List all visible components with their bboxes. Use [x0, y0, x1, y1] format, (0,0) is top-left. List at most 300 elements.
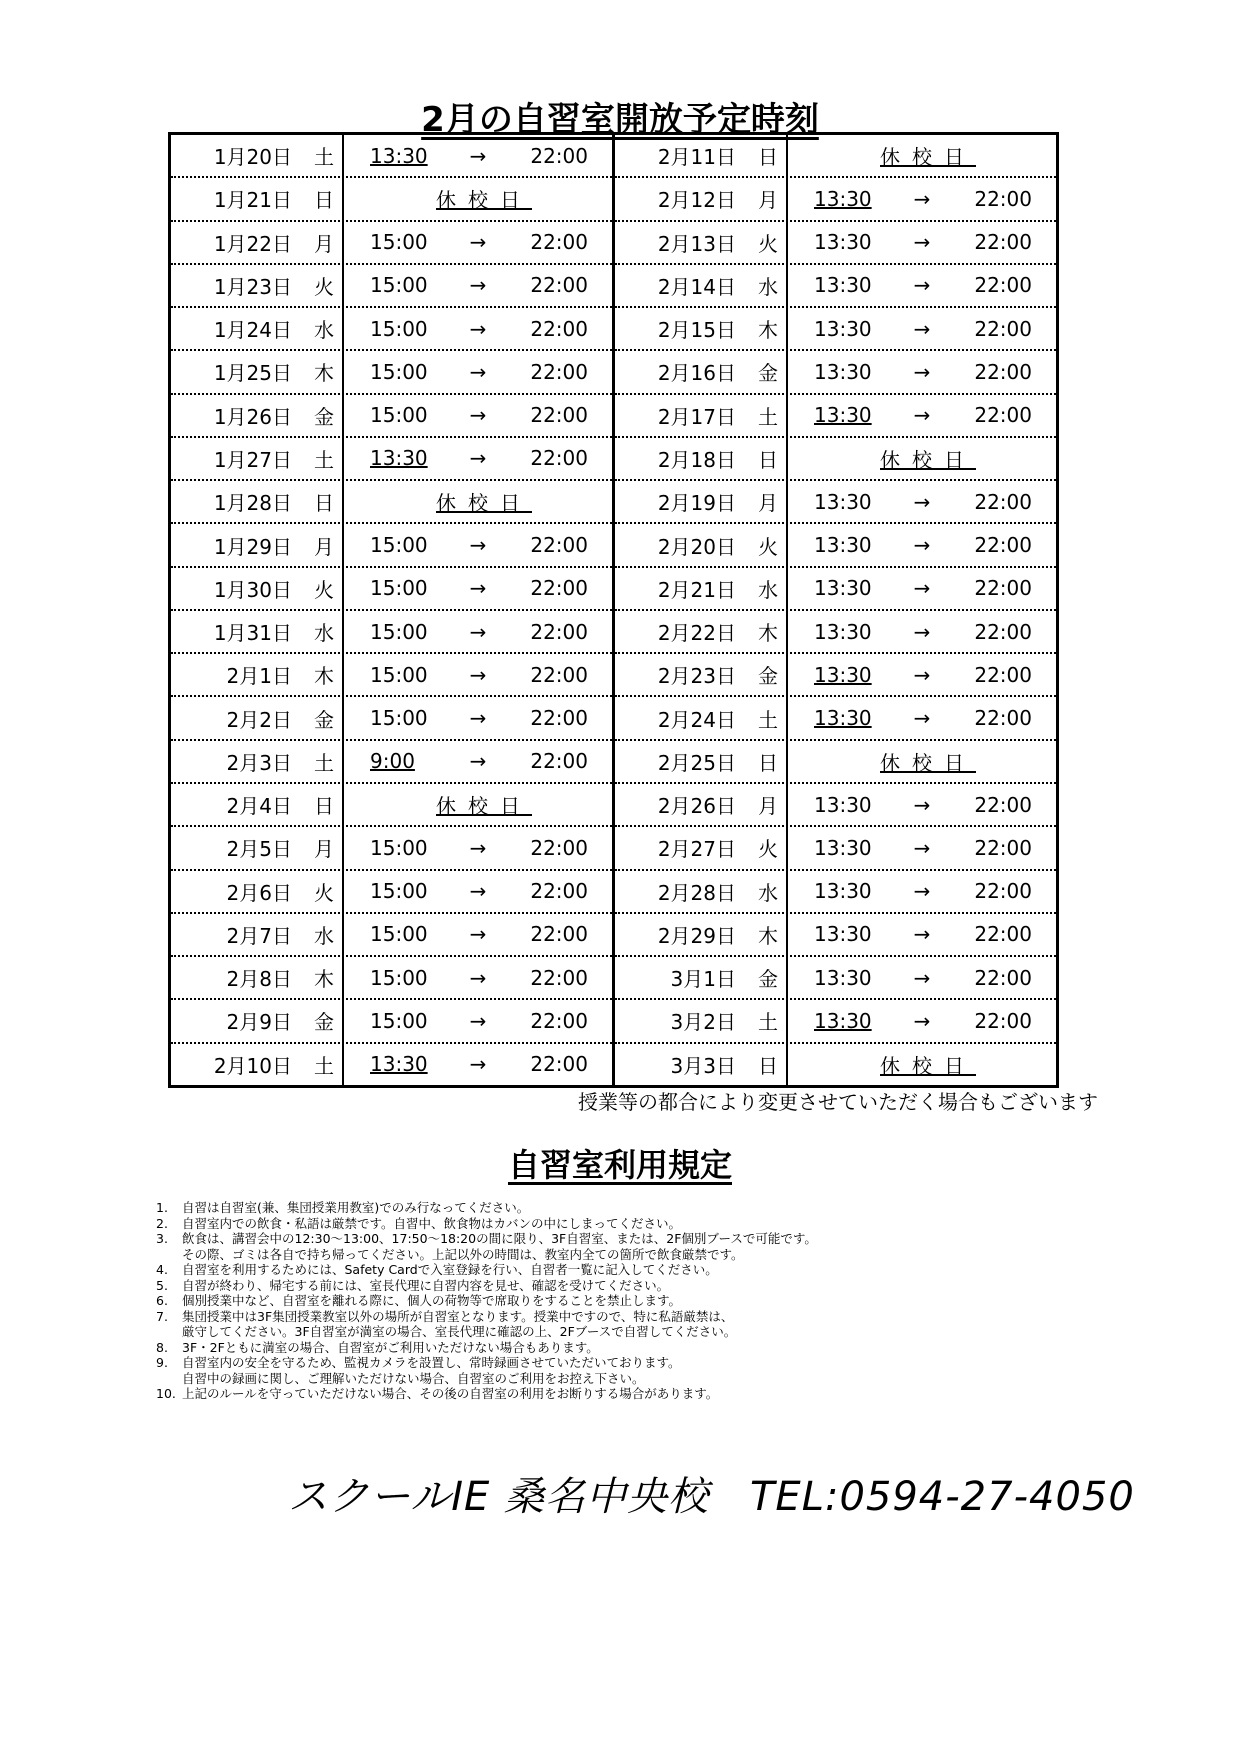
time-cell — [788, 438, 1056, 479]
date-cell — [615, 871, 788, 912]
date: 2月19日 — [657, 491, 736, 516]
start-time: 15:00 — [370, 576, 428, 601]
weekday: 木 — [314, 664, 334, 689]
arrow-icon: → — [469, 576, 487, 601]
date: 2月2日 — [226, 707, 292, 732]
time-cell — [344, 568, 612, 609]
date-cell — [615, 914, 788, 955]
date-cell — [171, 308, 344, 349]
date-cell — [615, 1044, 788, 1085]
end-time: 22:00 — [530, 706, 588, 731]
date: 1月28日 — [213, 491, 292, 516]
weekday: 金 — [314, 1010, 334, 1035]
start-time: 15:00 — [370, 1008, 428, 1033]
start-time: 13:30 — [814, 186, 872, 211]
rule-number: 2. — [156, 1215, 168, 1231]
end-time: 22:00 — [974, 922, 1032, 947]
start-time: 15:00 — [370, 273, 428, 298]
time-cell — [344, 871, 612, 912]
time-cell — [788, 395, 1056, 436]
weekday: 日 — [314, 794, 334, 819]
start-time: 13:30 — [814, 965, 872, 990]
schedule-row — [615, 438, 1056, 481]
rule-text: 個別授業中など、自習室を離れる際に、個人の荷物等で席取りをすることを禁止します。 — [182, 1293, 682, 1308]
schedule-row — [171, 135, 612, 178]
time-cell — [788, 611, 1056, 652]
date: 2月10日 — [213, 1053, 292, 1078]
end-time: 22:00 — [974, 792, 1032, 817]
time-cell — [344, 524, 612, 565]
date-cell — [171, 741, 344, 782]
arrow-icon: → — [469, 619, 487, 644]
weekday: 水 — [314, 621, 334, 646]
rule-number: 9. — [156, 1355, 168, 1370]
rule-item — [156, 1231, 1156, 1247]
schedule-row — [615, 1044, 1056, 1085]
date: 2月15日 — [657, 318, 736, 343]
time-cell — [344, 481, 612, 522]
page-title: 2月の自習室開放予定時刻 — [421, 100, 819, 140]
rule-number: 8. — [156, 1339, 168, 1355]
weekday: 土 — [758, 1010, 778, 1035]
schedule-row — [171, 351, 612, 394]
rule-number: 7. — [156, 1308, 168, 1324]
arrow-icon: → — [913, 835, 931, 860]
end-time: 22:00 — [974, 879, 1032, 904]
schedule-row — [171, 178, 612, 221]
schedule-row — [171, 827, 612, 870]
weekday: 金 — [758, 967, 778, 992]
arrow-icon: → — [469, 1052, 487, 1077]
arrow-icon: → — [469, 359, 487, 384]
date-cell — [171, 524, 344, 565]
arrow-icon: → — [913, 359, 931, 384]
schedule-row — [171, 1000, 612, 1043]
date: 2月20日 — [657, 534, 736, 559]
end-time: 22:00 — [974, 619, 1032, 644]
arrow-icon: → — [469, 662, 487, 687]
arrow-icon: → — [913, 316, 931, 341]
date: 1月27日 — [213, 447, 292, 472]
start-time: 15:00 — [370, 619, 428, 644]
time-cell — [788, 871, 1056, 912]
start-time: 15:00 — [370, 403, 428, 428]
start-time: 15:00 — [370, 359, 428, 384]
weekday: 金 — [314, 707, 334, 732]
arrow-icon: → — [469, 835, 487, 860]
closed-label: 休校日 — [880, 447, 976, 472]
date-cell — [171, 914, 344, 955]
weekday: 日 — [758, 1053, 778, 1078]
rule-text: 自習室内での飲食・私語は厳禁です。自習中、飲食物はカバンの中にしまってください。 — [182, 1215, 682, 1231]
time-cell — [344, 308, 612, 349]
time-cell — [344, 135, 612, 176]
time-cell — [344, 827, 612, 868]
weekday: 火 — [758, 837, 778, 862]
end-time: 22:00 — [530, 749, 588, 774]
schedule-row — [171, 784, 612, 827]
weekday: 火 — [314, 274, 334, 299]
schedule-table — [168, 132, 1059, 1088]
end-time: 22:00 — [974, 835, 1032, 860]
rule-item — [156, 1371, 1156, 1387]
arrow-icon: → — [913, 965, 931, 990]
end-time: 22:00 — [530, 446, 588, 471]
date: 1月22日 — [213, 231, 292, 256]
end-time: 22:00 — [974, 316, 1032, 341]
weekday: 水 — [314, 923, 334, 948]
end-time: 22:00 — [974, 230, 1032, 255]
rule-number — [156, 1324, 182, 1340]
date-cell — [615, 697, 788, 738]
date: 2月21日 — [657, 577, 736, 602]
start-time: 15:00 — [370, 965, 428, 990]
arrow-icon: → — [913, 186, 931, 211]
schedule-column-left — [171, 135, 615, 1085]
schedule-row — [171, 265, 612, 308]
time-cell — [344, 1000, 612, 1041]
date: 2月12日 — [657, 188, 736, 213]
arrow-icon: → — [469, 749, 487, 774]
time-cell — [788, 222, 1056, 263]
closed-label: 休校日 — [436, 188, 532, 213]
start-time: 13:30 — [814, 662, 872, 687]
date: 2月27日 — [657, 837, 736, 862]
schedule-row — [615, 957, 1056, 1000]
arrow-icon: → — [469, 922, 487, 947]
end-time: 22:00 — [530, 533, 588, 558]
schedule-row — [615, 395, 1056, 438]
date: 2月9日 — [226, 1010, 292, 1035]
rule-item — [156, 1340, 1156, 1356]
rule-text: 自習中の録画に関し、ご理解いただけない場合、自習室のご利用をお控え下さい。 — [182, 1370, 645, 1386]
time-cell — [788, 265, 1056, 306]
time-cell — [788, 308, 1056, 349]
end-time: 22:00 — [530, 835, 588, 860]
end-time: 22:00 — [974, 403, 1032, 428]
arrow-icon: → — [469, 1008, 487, 1033]
weekday: 木 — [314, 967, 334, 992]
date: 1月26日 — [213, 404, 292, 429]
time-cell — [788, 697, 1056, 738]
start-time: 15:00 — [370, 533, 428, 558]
date-cell — [171, 135, 344, 176]
date-cell — [171, 1044, 344, 1085]
weekday: 土 — [758, 404, 778, 429]
end-time: 22:00 — [530, 879, 588, 904]
start-time: 13:30 — [814, 316, 872, 341]
schedule-row — [171, 308, 612, 351]
schedule-row — [171, 524, 612, 567]
time-cell — [788, 784, 1056, 825]
date: 2月1日 — [226, 664, 292, 689]
date-cell — [615, 222, 788, 263]
date: 2月22日 — [657, 621, 736, 646]
start-time: 15:00 — [370, 706, 428, 731]
end-time: 22:00 — [974, 576, 1032, 601]
schedule-row — [171, 481, 612, 524]
time-cell — [788, 741, 1056, 782]
date: 2月14日 — [657, 274, 736, 299]
start-time: 15:00 — [370, 879, 428, 904]
rules-list — [156, 1200, 1156, 1402]
date: 2月24日 — [657, 707, 736, 732]
rule-item — [156, 1309, 1156, 1325]
date-cell — [171, 265, 344, 306]
arrow-icon: → — [913, 792, 931, 817]
arrow-icon: → — [913, 922, 931, 947]
arrow-icon: → — [913, 273, 931, 298]
weekday: 月 — [758, 794, 778, 819]
date: 2月28日 — [657, 880, 736, 905]
date-cell — [615, 265, 788, 306]
end-time: 22:00 — [974, 706, 1032, 731]
end-time: 22:00 — [974, 273, 1032, 298]
rule-item — [156, 1386, 1156, 1402]
time-cell — [344, 957, 612, 998]
weekday: 水 — [758, 274, 778, 299]
date: 3月3日 — [670, 1053, 736, 1078]
start-time: 13:30 — [814, 792, 872, 817]
schedule-row — [171, 654, 612, 697]
date-cell — [615, 481, 788, 522]
date-cell — [171, 1000, 344, 1041]
schedule-row — [171, 395, 612, 438]
weekday: 水 — [758, 577, 778, 602]
end-time: 22:00 — [530, 403, 588, 428]
time-cell — [788, 351, 1056, 392]
date-cell — [171, 222, 344, 263]
schedule-row — [615, 308, 1056, 351]
arrow-icon: → — [469, 316, 487, 341]
date-cell — [615, 438, 788, 479]
arrow-icon: → — [469, 403, 487, 428]
date: 1月23日 — [213, 274, 292, 299]
end-time: 22:00 — [974, 186, 1032, 211]
start-time: 15:00 — [370, 922, 428, 947]
arrow-icon: → — [913, 619, 931, 644]
weekday: 木 — [758, 621, 778, 646]
schedule-row — [171, 697, 612, 740]
date: 2月7日 — [226, 923, 292, 948]
date: 2月25日 — [657, 750, 736, 775]
rule-number — [156, 1371, 182, 1387]
weekday: 火 — [314, 880, 334, 905]
schedule-row — [615, 265, 1056, 308]
weekday: 土 — [758, 707, 778, 732]
start-time: 13:30 — [814, 359, 872, 384]
weekday: 木 — [758, 318, 778, 343]
arrow-icon: → — [469, 879, 487, 904]
date-cell — [171, 827, 344, 868]
schedule-row — [615, 524, 1056, 567]
arrow-icon: → — [913, 230, 931, 255]
time-cell — [788, 481, 1056, 522]
start-time: 13:30 — [814, 619, 872, 644]
closed-label: 休校日 — [880, 750, 976, 775]
rule-text: その際、ゴミは各自で持ち帰ってください。上記以外の時間は、教室内全ての箇所で飲食厳禁です。 — [182, 1246, 744, 1262]
weekday: 火 — [314, 577, 334, 602]
date-cell — [171, 784, 344, 825]
weekday: 土 — [314, 1053, 334, 1078]
arrow-icon: → — [913, 489, 931, 514]
arrow-icon: → — [913, 662, 931, 687]
start-time: 15:00 — [370, 230, 428, 255]
start-time: 13:30 — [370, 143, 428, 168]
end-time: 22:00 — [530, 965, 588, 990]
start-time: 13:30 — [814, 576, 872, 601]
date-cell — [171, 395, 344, 436]
start-time: 13:30 — [814, 706, 872, 731]
time-cell — [344, 351, 612, 392]
date: 2月18日 — [657, 447, 736, 472]
start-time: 13:30 — [814, 1008, 872, 1033]
time-cell — [788, 957, 1056, 998]
end-time: 22:00 — [530, 576, 588, 601]
weekday: 土 — [314, 750, 334, 775]
date-cell — [615, 654, 788, 695]
closed-label: 休校日 — [436, 794, 532, 819]
weekday: 火 — [758, 231, 778, 256]
date: 1月21日 — [213, 188, 292, 213]
rule-number: 6. — [156, 1293, 168, 1308]
date: 1月20日 — [213, 145, 292, 170]
date: 1月29日 — [213, 534, 292, 559]
start-time: 13:30 — [814, 230, 872, 255]
date-cell — [171, 697, 344, 738]
start-time: 13:30 — [814, 922, 872, 947]
schedule-row — [615, 611, 1056, 654]
schedule-row — [615, 481, 1056, 524]
time-cell — [788, 568, 1056, 609]
arrow-icon: → — [469, 143, 487, 168]
end-time: 22:00 — [530, 1008, 588, 1033]
time-cell — [788, 524, 1056, 565]
date-cell — [171, 654, 344, 695]
date: 2月29日 — [657, 923, 736, 948]
rule-text: 厳守してください。3F自習室が満室の場合、室長代理に確認の上、2Fブースで自習してください。 — [182, 1324, 737, 1339]
date: 1月24日 — [213, 318, 292, 343]
rule-text: 自習室を利用するためには、Safety Cardで入室登録を行い、自習者一覧に記入してください。 — [182, 1262, 718, 1277]
schedule-row — [171, 222, 612, 265]
end-time: 22:00 — [530, 359, 588, 384]
time-cell — [344, 395, 612, 436]
rule-item — [156, 1216, 1156, 1232]
date-cell — [615, 524, 788, 565]
weekday: 日 — [758, 145, 778, 170]
time-cell — [788, 135, 1056, 176]
time-cell — [344, 178, 612, 219]
end-time: 22:00 — [530, 1052, 588, 1077]
arrow-icon: → — [913, 576, 931, 601]
weekday: 月 — [758, 188, 778, 213]
time-cell — [344, 654, 612, 695]
start-time: 15:00 — [370, 835, 428, 860]
schedule-row — [615, 654, 1056, 697]
rule-text: 飲食は、講習会中の12:30～13:00、17:50～18:20の間に限り、3F自習室、または、2F個別ブースで可能です。 — [182, 1231, 817, 1246]
weekday: 木 — [758, 923, 778, 948]
arrow-icon: → — [913, 879, 931, 904]
rule-item — [156, 1293, 1156, 1309]
date-cell — [171, 178, 344, 219]
time-cell — [344, 784, 612, 825]
date: 2月17日 — [657, 404, 736, 429]
time-cell — [344, 611, 612, 652]
date-cell — [615, 568, 788, 609]
arrow-icon: → — [913, 706, 931, 731]
rule-item — [156, 1355, 1156, 1371]
date-cell — [171, 957, 344, 998]
weekday: 金 — [758, 361, 778, 386]
rule-number — [156, 1247, 182, 1263]
start-time: 13:30 — [370, 446, 428, 471]
time-cell — [788, 914, 1056, 955]
closed-label: 休校日 — [880, 145, 976, 170]
time-cell — [344, 1044, 612, 1085]
closed-label: 休校日 — [880, 1053, 976, 1078]
date: 3月2日 — [670, 1010, 736, 1035]
date-cell — [171, 481, 344, 522]
time-cell — [788, 827, 1056, 868]
footer-contact: スクールIE 桑名中央校 TEL:0594-27-4050 — [288, 1474, 1135, 1520]
end-time: 22:00 — [530, 662, 588, 687]
date: 1月30日 — [213, 577, 292, 602]
weekday: 月 — [314, 534, 334, 559]
start-time: 13:30 — [370, 1052, 428, 1077]
rule-item — [156, 1247, 1156, 1263]
date: 2月23日 — [657, 664, 736, 689]
arrow-icon: → — [469, 230, 487, 255]
date-cell — [615, 395, 788, 436]
weekday: 月 — [758, 491, 778, 516]
schedule-column-right — [615, 135, 1056, 1085]
date: 2月3日 — [226, 750, 292, 775]
weekday: 土 — [314, 145, 334, 170]
end-time: 22:00 — [530, 922, 588, 947]
rule-text: 自習が終わり、帰宅する前には、室長代理に自習内容を見せ、確認を受けてください。 — [182, 1277, 670, 1293]
schedule-row — [615, 827, 1056, 870]
schedule-row — [615, 178, 1056, 221]
date: 1月31日 — [213, 621, 292, 646]
date-cell — [171, 438, 344, 479]
time-cell — [344, 741, 612, 782]
rule-number: 5. — [156, 1277, 168, 1293]
date: 2月16日 — [657, 361, 736, 386]
start-time: 13:30 — [814, 403, 872, 428]
start-time: 15:00 — [370, 316, 428, 341]
schedule-row — [615, 568, 1056, 611]
arrow-icon: → — [913, 533, 931, 558]
weekday: 月 — [314, 231, 334, 256]
schedule-row — [171, 568, 612, 611]
arrow-icon: → — [469, 965, 487, 990]
end-time: 22:00 — [530, 316, 588, 341]
date-cell — [171, 568, 344, 609]
arrow-icon: → — [913, 403, 931, 428]
weekday: 火 — [758, 534, 778, 559]
date: 2月6日 — [226, 880, 292, 905]
start-time: 15:00 — [370, 662, 428, 687]
start-time: 13:30 — [814, 879, 872, 904]
time-cell — [788, 1000, 1056, 1041]
end-time: 22:00 — [530, 273, 588, 298]
weekday: 金 — [758, 664, 778, 689]
arrow-icon: → — [469, 533, 487, 558]
schedule-row — [171, 741, 612, 784]
schedule-row — [615, 741, 1056, 784]
time-cell — [344, 222, 612, 263]
weekday: 木 — [314, 361, 334, 386]
